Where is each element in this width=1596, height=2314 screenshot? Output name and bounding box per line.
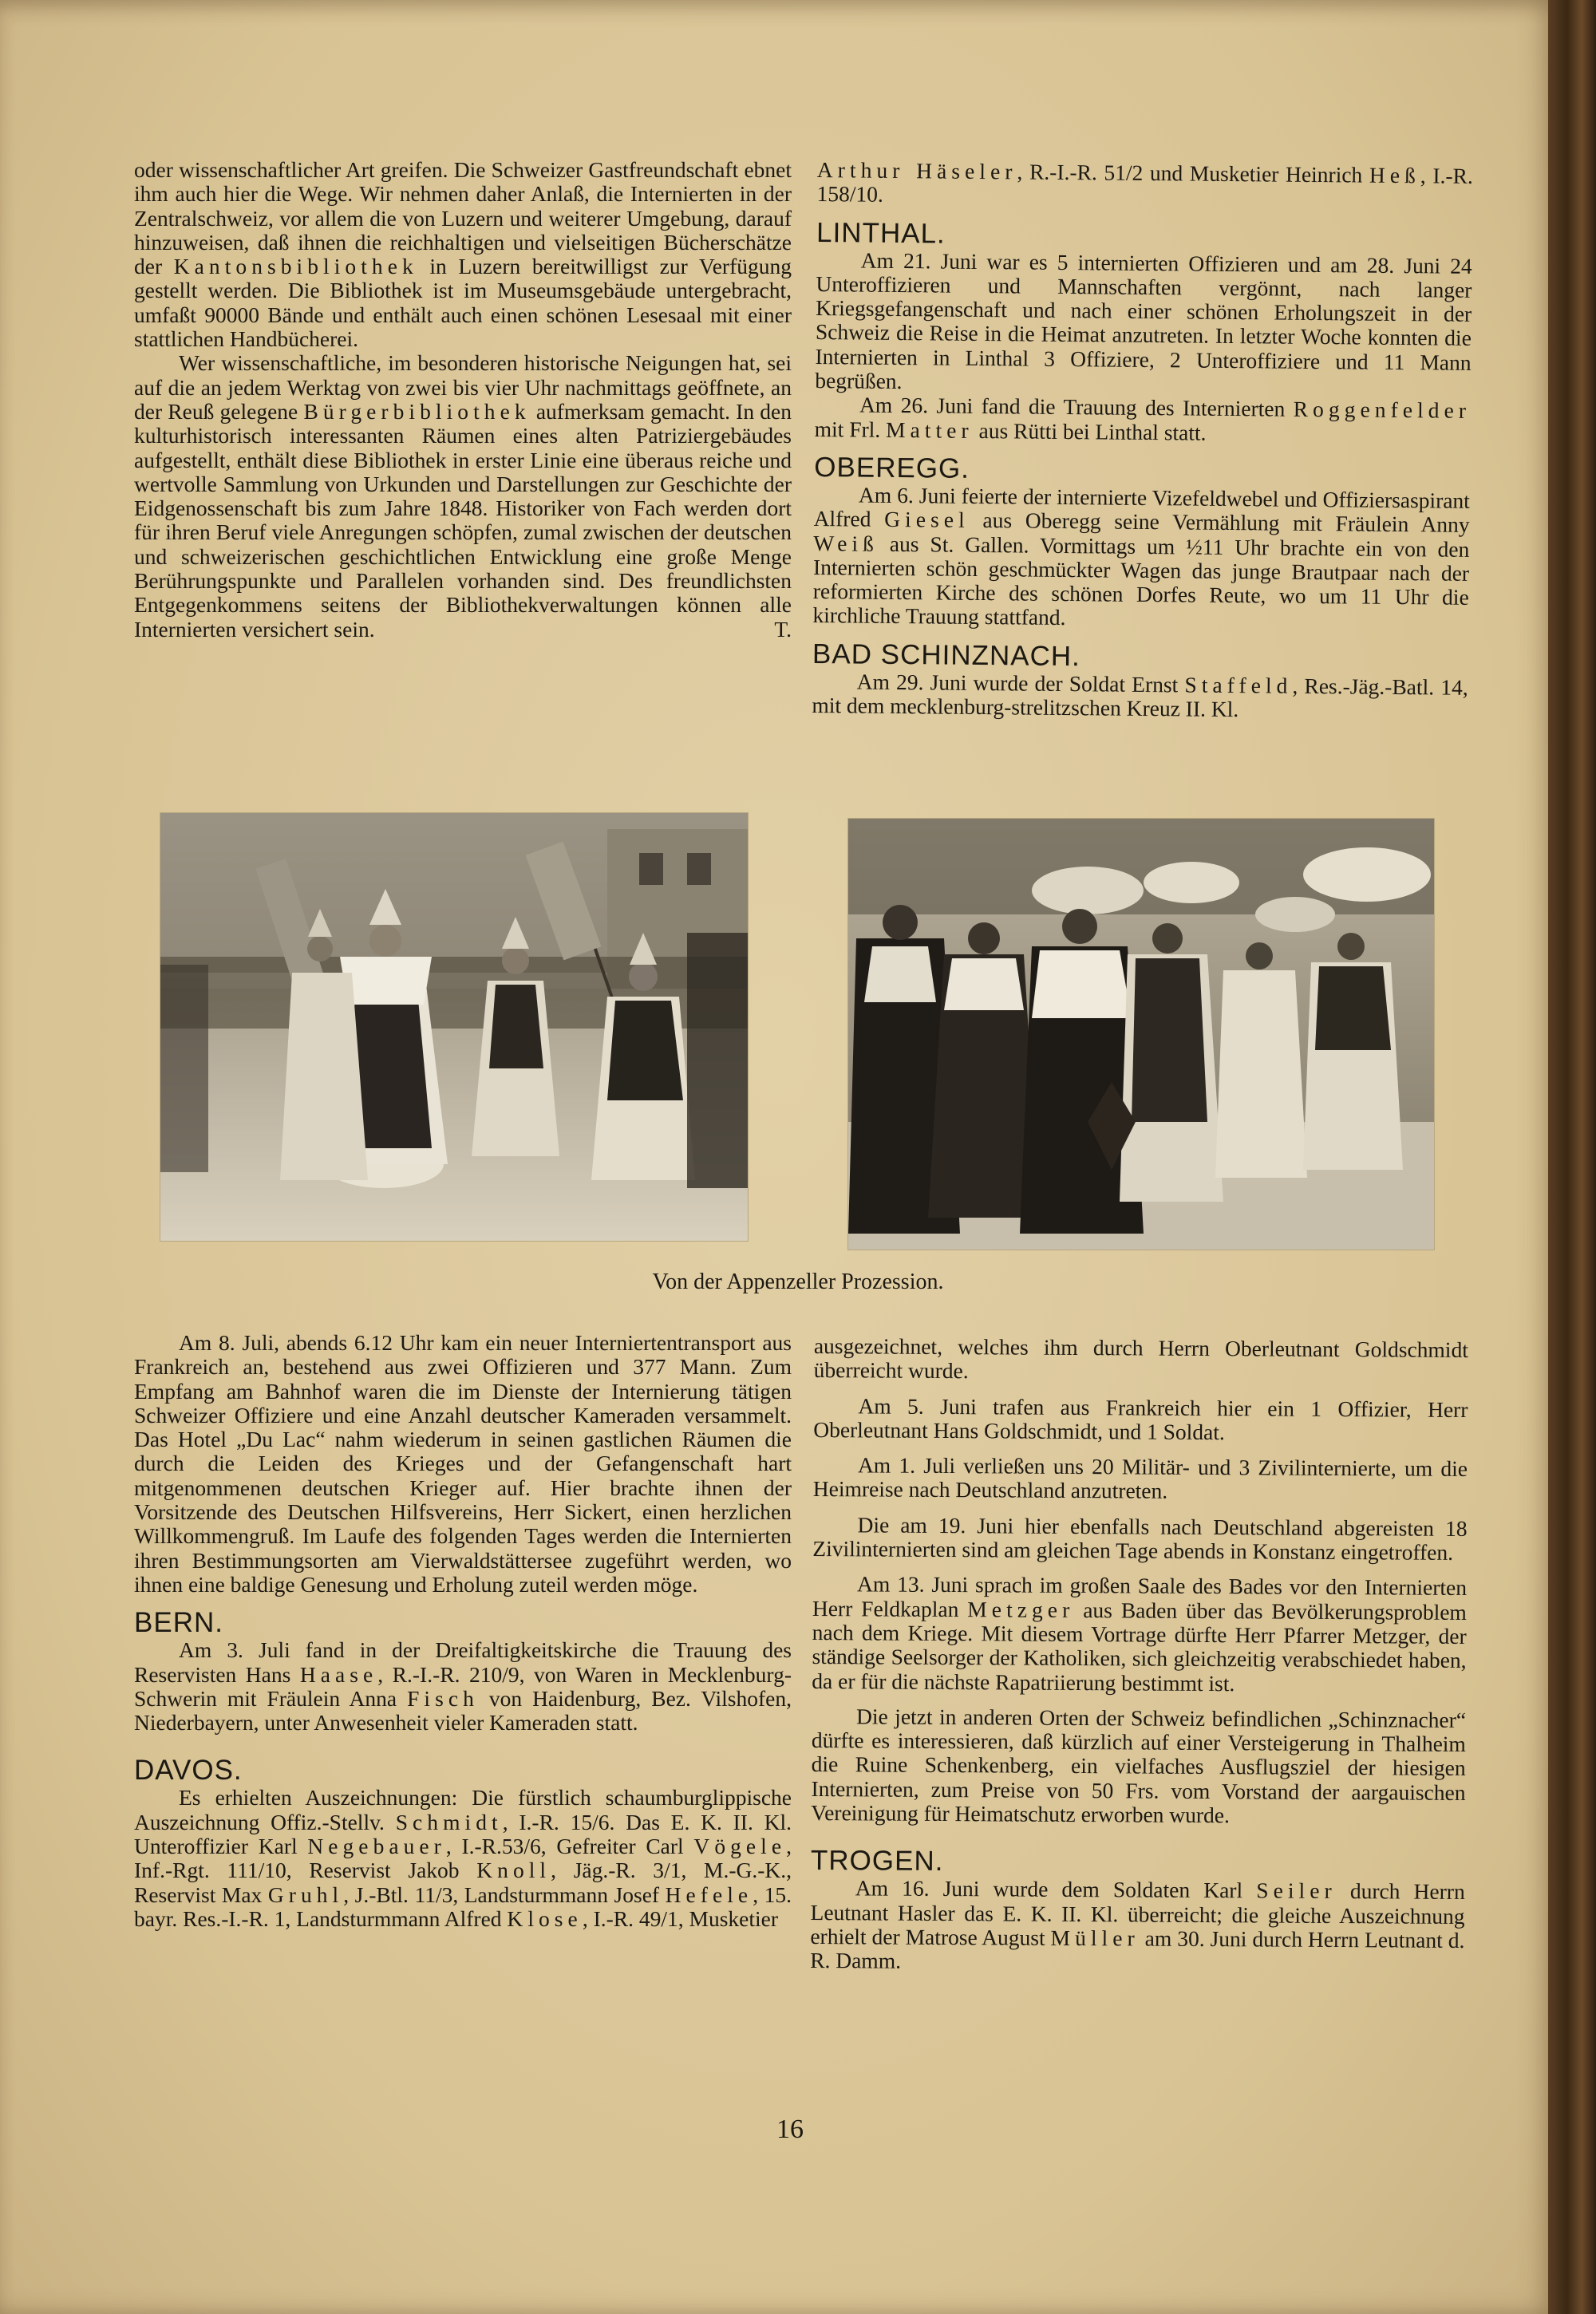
procession-photo-right bbox=[847, 818, 1435, 1250]
heading-trogen: TROGEN. bbox=[810, 1845, 944, 1878]
heading-bern: BERN. bbox=[134, 1607, 223, 1639]
procession-photo-left bbox=[160, 812, 749, 1242]
heading-davos: DAVOS. bbox=[134, 1755, 243, 1787]
paragraph-departure: Am 1. Juli verließen uns 20 Militär- und 3 Zivilinternierte, um die Heimreise nach Deutschland anzutreten. bbox=[812, 1452, 1468, 1504]
paragraph-schinznach: Am 29. Juni wurde der Soldat Ernst Staffeld, Res.-Jäg.-Batl. 14, mit dem mecklenburg-strelitzschen Kreuz II. Kl. bbox=[812, 669, 1468, 722]
author-signature: T. bbox=[774, 616, 792, 642]
paragraph-schenkenberg: Die jetzt in anderen Orten der Schweiz befindlichen „Schinznacher“ dürfte es interessieren, daß kürzlich auf einer Versteigerung in Thalheim die Ruine Schenkenberg, ein vielfaches Ausflugsziel der hiesigen Internierten, zum Preise von 50 Frs. vom Vorstand der aargauischen Vereinigung für Heimatschutz erworben wurde. bbox=[811, 1704, 1467, 1828]
heading-bad-schinznach: BAD SCHINZNACH. bbox=[812, 638, 1081, 672]
column-bottom-right bbox=[810, 1334, 1468, 1977]
spaced-name: Kantonsbibliothek bbox=[173, 254, 418, 279]
paragraph-buergerbibliothek: Wer wissenschaftliche, im besonderen historische Neigungen hat, sei auf die an jedem Werktag von zwei bis vier Uhr nachmittags geöffnete, an der Reuß gelegene Bürgerbibliothek aufmerksam gemacht. In den kulturhistorisch interessanten Räumen eines alten Patriziergebäudes aufgestellt, enthält diese Bibliothek in erster Linie eine überaus reiche und wertvolle Sammlung von Urkunden und Darstellungen zur Geschichte der Eidgenossenschaft bis zum Jahre 1848. Historiker von Fach werden dort für ihren Beruf viele Anregungen schöpfen, zumal zwischen der deutschen und schweizerischen geschichtlichen Entwicklung eine große Menge Berührungspunkte und Parallelen vorhanden sind. Des freundlichsten Entgegenkommens seitens der Bibliothekverwaltungen können alle Internierten versichert sein. T. bbox=[134, 350, 792, 642]
paragraph-trogen: Am 16. Juni wurde dem Soldaten Karl Seiler durch Herrn Leutnant Hasler das E. K. II. Kl. überreicht; die gleiche Auszeichnung erhielt der Matrose August Müller am 30. Juni durch Herrn Leutnant d. R. Damm. bbox=[810, 1875, 1465, 1973]
column-bottom-left bbox=[134, 1331, 792, 1931]
heading-linthal: LINTHAL. bbox=[816, 216, 946, 250]
paragraph-konstanz: Die am 19. Juni hier ebenfalls nach Deutschland abgereisten 18 Zivilinternierten sind am gleichen Tage abends in Konstanz eingetroffen. bbox=[812, 1512, 1468, 1565]
column-top-left bbox=[134, 158, 792, 642]
spaced-name: Bürgerbibliothek bbox=[303, 398, 531, 424]
paragraph-libraries-intro: oder wissenschaftlicher Art greifen. Die Schweizer Gastfreundschaft ebnet ihm auch hier die Wege. Wir nehmen daher Anlaß, die Internierten in der Zentralschweiz, vor allem die von Luzern und weiterer Umgebung, darauf hinzuweisen, daß ihnen die reichhaltigen und vielseitigen Bücherschätze der Kantonsbibliothek in Luzern bereitwilligst zur Verfügung gestellt werden. Die Bibliothek ist im Museumsgebäude untergebracht, umfaßt 90000 Bände und enthält auch einen schönen Lesesaal mit einer stattlichen Handbücherei. bbox=[134, 157, 792, 352]
paragraph-arrival: Am 5. Juni trafen aus Frankreich hier ein 1 Offizier, Herr Oberleutnant Hans Goldschmidt, und 1 Soldat. bbox=[813, 1392, 1468, 1445]
paragraph-davos-continuation: ausgezeichnet, welches ihm durch Herrn Oberleutnant Goldschmidt überreicht wurde. bbox=[813, 1333, 1468, 1384]
heading-oberegg: OBEREGG. bbox=[814, 451, 970, 484]
paragraph-bern: Am 3. Juli fand in der Dreifaltigkeitskirche die Trauung des Reservisten Hans Haase, R.-I.-R. 210/9, von Waren in Mecklenburg-Schwerin mit Fräulein Anna Fisch von Haidenburg, Bez. Vilshofen, Niederbayern, unter Anwesenheit vieler Kameraden statt. bbox=[134, 1637, 792, 1736]
paragraph-davos: Es erhielten Auszeichnungen: Die fürstlich schaumburglippische Auszeichnung Offiz.-Stellv. Schmidt, I.-R. 15/6. Das E. K. II. Kl. Unteroffizier Karl Negebauer, I.-R.53/6, Gefreiter Carl Vögele, Inf.-Rgt. 111/10, Reservist Jakob Knoll, Jäg.-R. 3/1, M.-G.-K., Reservist Max Gruhl, J.-Btl. 11/3, Landsturmmann Josef Hefele, 15. bayr. Res.-I.-R. 1, Landsturmmann Alfred Klose, I.-R. 49/1, Musketier bbox=[134, 1785, 792, 1931]
book-spine bbox=[1548, 0, 1596, 2314]
column-top-right bbox=[812, 158, 1473, 724]
paragraph-lecture: Am 13. Juni sprach im großen Saale des Bades vor den Internierten Herr Feldkaplan Metzger aus Baden über das Bevölkerungsproblem nach dem Kriege. Mit diesem Vortrage dürfte Herr Pfarrer Metzger, der ständige Seelsorger der Katholiken, sich gleichzeitig verabschiedet haben, da er für die nächste Rapatriierung bestimmt ist. bbox=[812, 1571, 1468, 1696]
page-number: 16 bbox=[776, 2115, 804, 2144]
paragraph-linthal-2: Am 26. Juni fand die Trauung des Internierten Roggenfelder mit Frl. Matter aus Rütti bei Linthal statt. bbox=[814, 392, 1472, 445]
paragraph-continuation: Arthur Häseler, R.-I.-R. 51/2 und Musketier Heinrich Heß, I.-R. 158/10. bbox=[816, 157, 1473, 207]
paragraph-oberegg: Am 6. Juni feierte der internierte Vizefeldwebel und Offiziersaspirant Alfred Giesel aus Oberegg seine Vermählung mit Fräulein Anny Weiß aus St. Gallen. Vormittags um ½11 Uhr brachte ein von den Internierten schön geschmückter Wagen das junge Brautpaar nach der reformierten Kirche des schönen Dorfes Reute, wo um 11 Uhr die kirchliche Trauung stattfand. bbox=[812, 482, 1471, 630]
paragraph-linthal-1: Am 21. Juni war es 5 internierten Offizieren und am 28. Juni 24 Unteroffizieren und Mannschaften vergönnt, nach langer Kriegsgefangenschaft und nach einer schönen Erholungszeit in der Schweiz die Reise in die Heimat anzutreten. In letzter Woche konnten die Internierten in Linthal 3 Offiziere, 2 Unteroffiziere und 11 Mann begrüßen. bbox=[815, 247, 1472, 394]
photo-caption: Von der Appenzeller Prozession. bbox=[652, 1270, 944, 1294]
paragraph-transport: Am 8. Juli, abends 6.12 Uhr kam ein neuer Interniertentransport aus Frankreich an, bestehend aus zwei Offizieren und 377 Mann. Zum Empfang am Bahnhof waren die im Dienste der Internierung tätigen Schweizer Offiziere und eine Anzahl deutscher Kameraden versammelt. Das Hotel „Du Lac“ nahm wiederum in seinen gastlichen Räumen die durch die Leiden des Krieges und der Gefangenschaft hart mitgenommenen deutschen Krieger auf. Hier brachte ihnen der Vorsitzende des Deutschen Hilfsvereins, Herr Sickert, einen herzlichen Willkommengruß. Im Laufe des folgenden Tages werden die Internierten ihren Bestimmungsorten am Vierwaldstättersee zugeführt werden, wo ihnen eine baldige Genesung und Erholung zuteil werden möge. bbox=[134, 1330, 792, 1597]
